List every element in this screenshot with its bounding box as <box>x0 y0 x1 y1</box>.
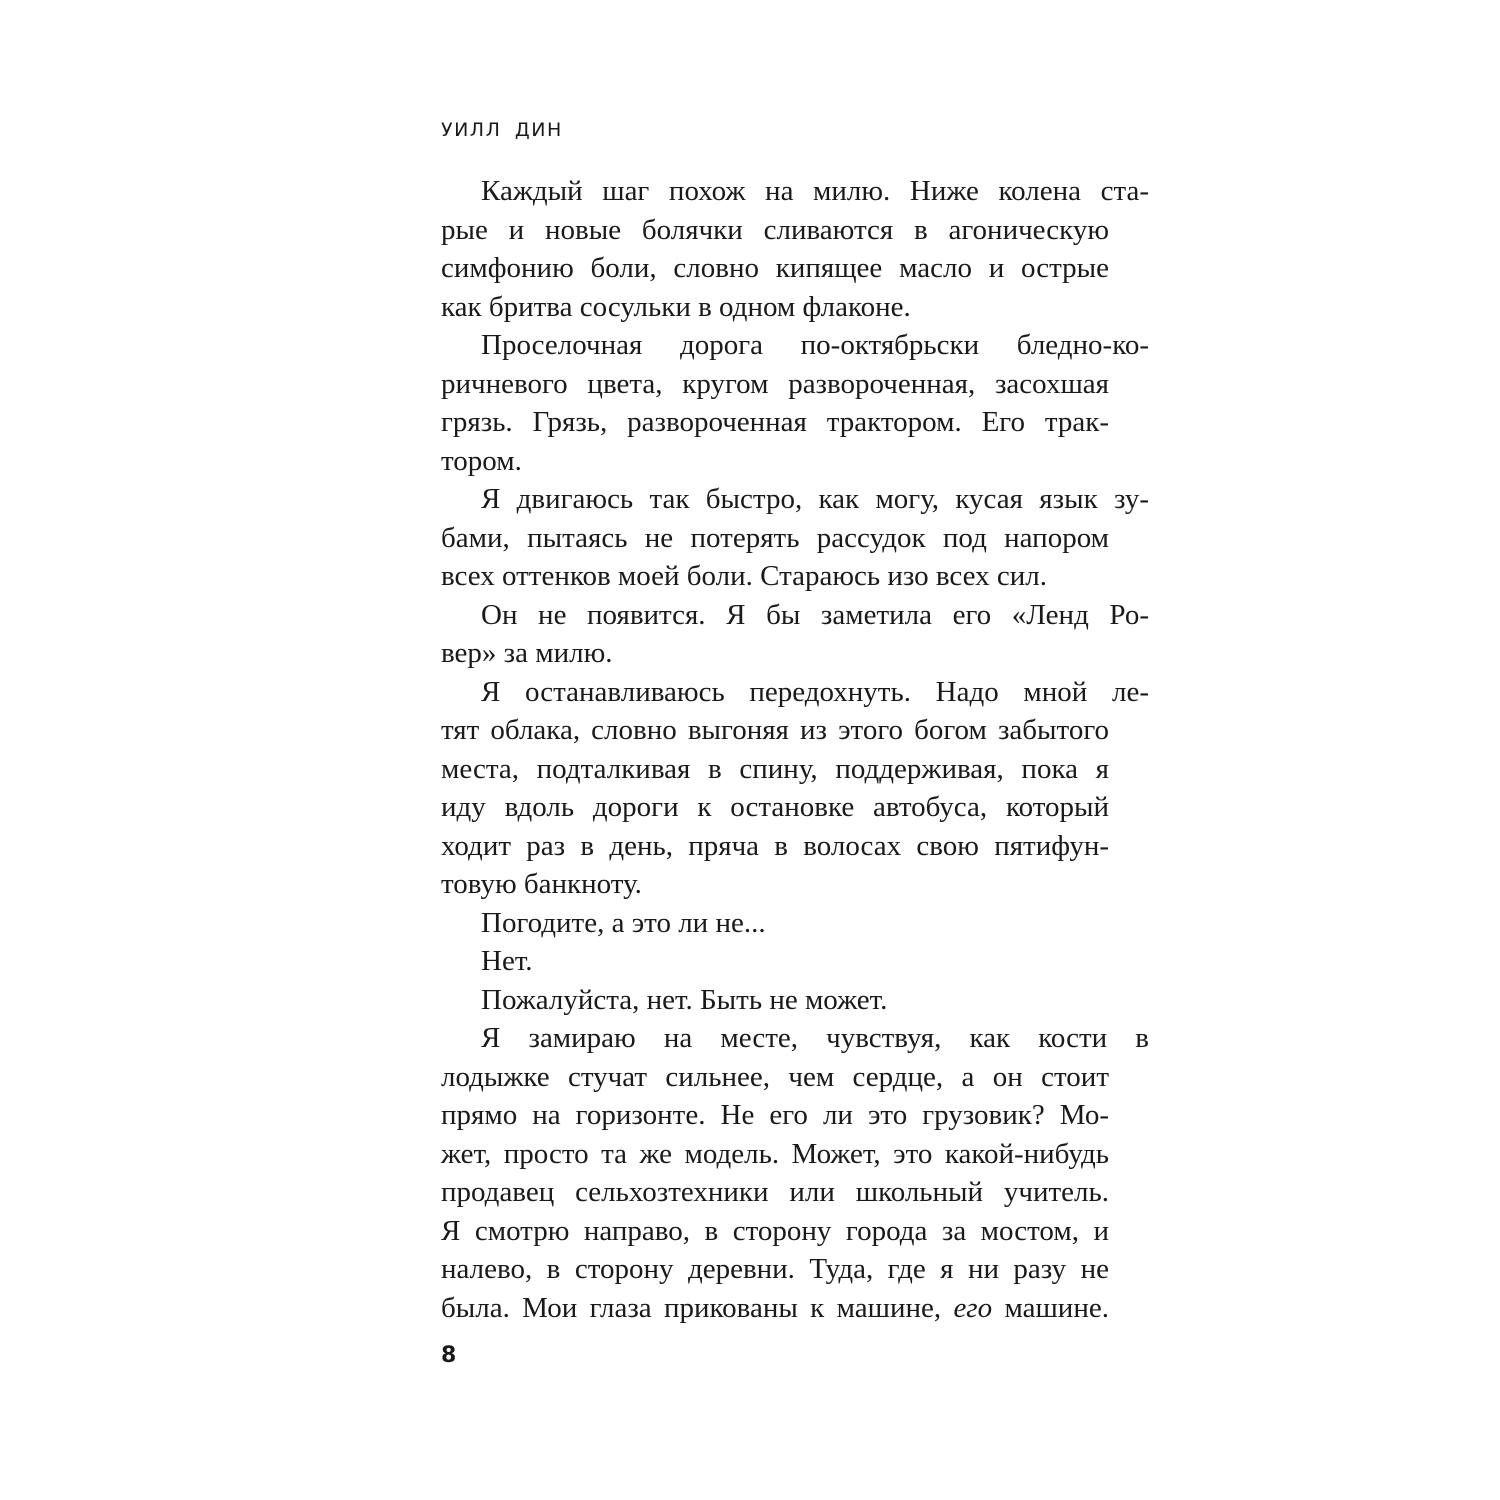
text-line: Я смотрю направо, в сторону города за мостом, и <box>441 1214 1109 1247</box>
text-line: Я замираю на месте, чувствуя, как кости в <box>481 1022 1149 1054</box>
running-head-author: УИЛЛ ДИН <box>441 119 563 141</box>
text-line: товую банкноту. <box>441 868 642 900</box>
text-line: Я останавливаюсь передохнуть. Надо мной ле- <box>481 675 1149 708</box>
text-line-with-italic <box>441 1289 1109 1328</box>
text-line: вер» за милю. <box>441 637 613 669</box>
text-line: продавец сельхозтехники или школьный учитель. <box>441 1176 1109 1208</box>
text-line: Пожалуйста, нет. Быть не может. <box>481 983 888 1016</box>
text-line: Погодите, а это ли не... <box>481 906 766 939</box>
text-line: места, подталкивая в спину, поддерживая, пока я <box>441 752 1109 785</box>
text-line: тят облака, словно выгоняя из этого богом забытого <box>441 714 1109 746</box>
text-line: как бритва сосульки в одном флаконе. <box>441 290 911 323</box>
text-line: Он не появится. Я бы заметила его «Ленд Ро- <box>481 598 1149 631</box>
body-text <box>441 172 1149 1327</box>
text-segment: была. Мои глаза прикованы к машине, <box>441 1291 954 1324</box>
text-line: прямо на горизонте. Не его ли это грузовик? Мо- <box>441 1099 1109 1131</box>
text-line: рые и новые болячки сливаются в агоническую <box>441 213 1109 246</box>
text-segment: машине. <box>992 1291 1109 1324</box>
text-line: бами, пытаясь не потерять рассудок под напором <box>441 521 1109 554</box>
text-line: лодыжке стучат сильнее, чем сердце, а он стоит <box>441 1060 1109 1093</box>
text-line: Нет. <box>481 945 533 977</box>
text-line: ричневого цвета, кругом развороченная, засохшая <box>441 367 1109 400</box>
italic-emphasis: его <box>953 1291 993 1324</box>
text-line: Я двигаюсь так быстро, как могу, кусая язык зу- <box>481 483 1149 515</box>
text-line: всех оттенков моей боли. Стараюсь изо всех сил. <box>441 560 1048 592</box>
text-line: Проселочная дорога по-октябрьски бледно-ко- <box>481 329 1149 361</box>
text-line: иду вдоль дороги к остановке автобуса, который <box>441 791 1109 823</box>
text-line: налево, в сторону деревни. Туда, где я ни разу не <box>441 1253 1109 1285</box>
text-line: ходит раз в день, пряча в волосах свою пятифун- <box>441 829 1109 862</box>
text-line: грязь. Грязь, развороченная трактором. Его трак- <box>441 406 1109 438</box>
page-number: 8 <box>441 1343 457 1368</box>
text-line: тором. <box>441 444 522 477</box>
text-line: жет, просто та же модель. Может, это какой-нибудь <box>441 1137 1109 1170</box>
text-line: Каждый шаг похож на милю. Ниже колена ста- <box>481 175 1149 207</box>
text-line: симфонию боли, словно кипящее масло и острые <box>441 252 1109 284</box>
